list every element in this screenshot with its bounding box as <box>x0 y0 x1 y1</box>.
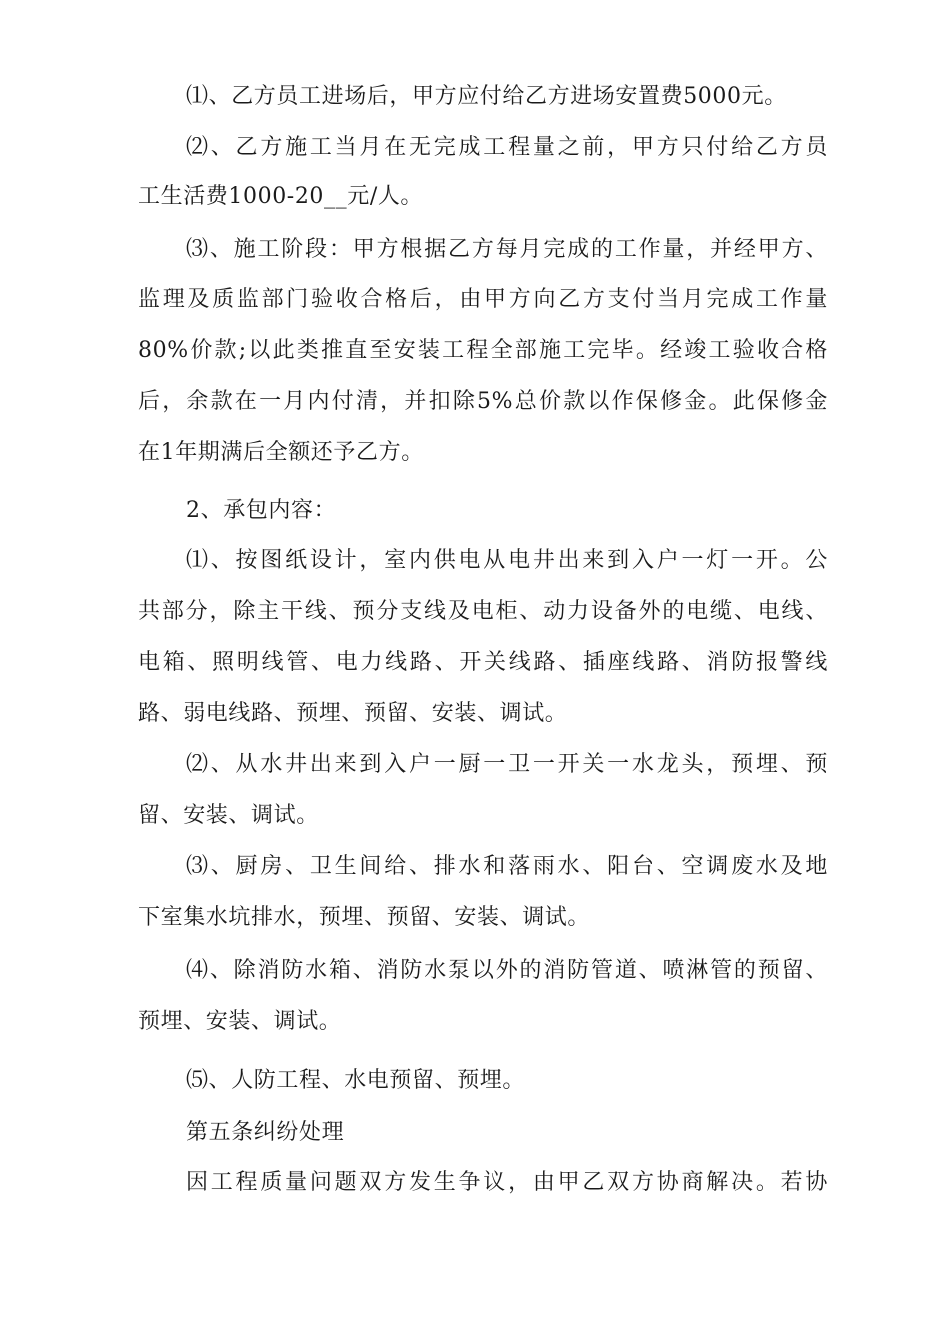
text-line: ⑴、乙方员工进场后，甲方应付给乙方进场安置费5000元。 <box>186 84 787 109</box>
text-line: 路、弱电线路、预埋、预留、安装、调试。 <box>138 701 568 726</box>
text-line: 电箱、照明线管、电力线路、开关线路、插座线路、消防报警线 <box>138 650 828 675</box>
text-line: 在1年期满后全额还予乙方。 <box>138 440 424 465</box>
section-heading: 2、承包内容： <box>186 498 337 523</box>
text-line: 因工程质量问题双方发生争议，由甲乙双方协商解决。若协 <box>186 1170 828 1195</box>
text-line: ⑸、人防工程、水电预留、预埋。 <box>186 1068 526 1093</box>
text-line: 后，余款在一月内付清，并扣除5%总价款以作保修金。此保修金 <box>138 389 828 414</box>
text-line: 留、安装、调试。 <box>138 803 319 828</box>
text-line: ⑵、乙方施工当月在无完成工程量之前，甲方只付给乙方员 <box>186 135 828 160</box>
text-line: ⑶、施工阶段：甲方根据乙方每月完成的工作量，并经甲方、 <box>186 237 828 262</box>
text-line: 监理及质监部门验收合格后，由甲方向乙方支付当月完成工作量 <box>138 287 828 312</box>
text-line: ⑵、从水井出来到入户一厨一卫一开关一水龙头，预埋、预 <box>186 752 828 777</box>
text-line: ⑶、厨房、卫生间给、排水和落雨水、阳台、空调废水及地 <box>186 854 828 879</box>
text-line: ⑷、除消防水箱、消防水泵以外的消防管道、喷淋管的预留、 <box>186 958 828 983</box>
text-line: 工生活费1000-20__元/人。 <box>138 184 424 209</box>
text-line: 预埋、安装、调试。 <box>138 1009 342 1034</box>
article-heading: 第五条纠纷处理 <box>186 1120 345 1145</box>
text-line: ⑴、按图纸设计，室内供电从电井出来到入户一灯一开。公 <box>186 548 828 573</box>
text-line: 下室集水坑排水，预埋、预留、安装、调试。 <box>138 905 591 930</box>
text-line: 共部分，除主干线、预分支线及电柜、动力设备外的电缆、电线、 <box>138 599 828 624</box>
text-line: 80%价款;以此类推直至安装工程全部施工完毕。经竣工验收合格 <box>138 338 828 363</box>
